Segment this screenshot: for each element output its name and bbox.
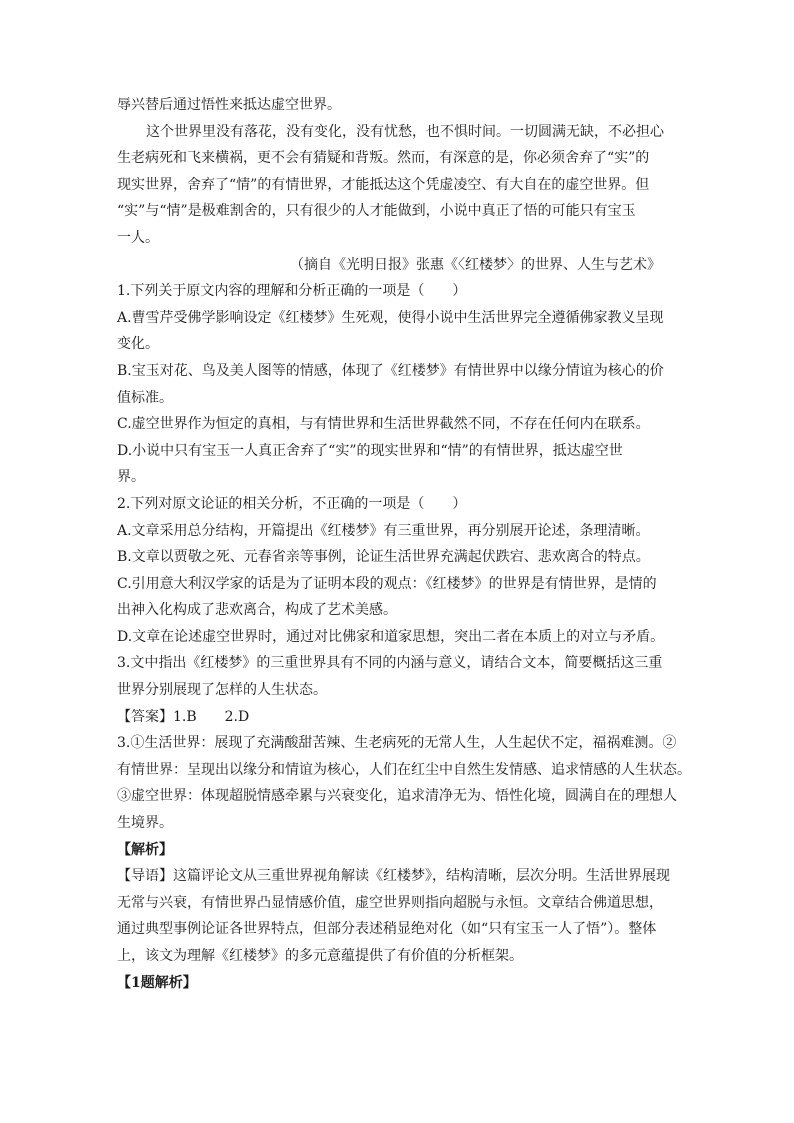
answer-3-text: 3.①生活世界：展现了充满酸甜苦辣、生老病死的无常人生，人生起伏不定，福祸难测。② [117, 735, 677, 752]
source-citation: （摘自《光明日报》张惠《〈红楼梦〉的世界、人生与艺术》 [290, 256, 661, 273]
question-3-stem: 3.文中指出《红楼梦》的三重世界具有不同的内涵与意义，请结合文本，简要概括这三重 [117, 655, 663, 672]
document-page [117, 92, 691, 996]
question-2-option-b: B.文章以贾敬之死、元春省亲等事例，论证生活世界充满起伏跌宕、悲欢离合的特点。 [117, 549, 650, 566]
question-2-option-a: A.文章采用总分结构，开篇提出《红楼梦》有三重世界，再分别展开论述，条理清晰。 [117, 522, 650, 539]
question-1-option-c: C.虚空世界作为恒定的真相，与有情世界和生活世界截然不同，不存在任何内在联系。 [117, 416, 650, 433]
question-2-option-c: C.引用意大利汉学家的话是为了证明本段的观点：《红楼梦》的世界是有情世界，是情的 [117, 575, 657, 592]
intro-text: 【导语】这篇评论文从三重世界视角解读《红楼梦》，结构清晰，层次分明。生活世界展现 [117, 868, 670, 885]
paragraph-line: 生老病死和飞来横祸，更不会有猜疑和背叛。然而，有深意的是，你必须舍弃了“实”的 [117, 150, 650, 167]
analysis-heading: 【解析】 [117, 841, 173, 858]
paragraph-line: 这个世界里没有落花，没有变化，没有忧愁，也不惧时间。一切圆满无缺，不必担心 [146, 123, 664, 140]
intro-text: 通过典型事例论证各世界特点，但部分表述稍显绝对化（如“只有宝玉一人了悟”）。整体 [117, 921, 657, 938]
question-1-option-b: 值标准。 [117, 389, 173, 406]
question-1-analysis-heading: 【1题解析】 [117, 974, 197, 991]
question-1-option-d: 界。 [117, 469, 145, 486]
question-1-option-a: A.曹雪芹受佛学影响设定《红楼梦》生死观，使得小说中生活世界完全遵循佛家教义呈现 [117, 309, 664, 326]
paragraph-line: “实”与“情”是极难割舍的，只有很少的人才能做到，小说中真正了悟的可能只有宝玉 [117, 203, 636, 220]
answer-heading: 【答案】1.B 2.D [117, 708, 250, 725]
answer-3-text: ③虚空世界：体现超脱情感牵累与兴衰变化，追求清净无为、悟性化境，圆满自在的理想人 [117, 788, 677, 805]
question-2-stem: 2.下列对原文论证的相关分析，不正确的一项是（ ） [117, 495, 467, 512]
question-1-stem: 1.下列关于原文内容的理解和分析正确的一项是（ ） [117, 283, 467, 300]
intro-text: 上，该文为理解《红楼梦》的多元意蕴提供了有价值的分析框架。 [117, 948, 523, 964]
paragraph-line: 一人。 [117, 229, 159, 246]
question-2-option-c: 出神入化构成了悲欢离合，构成了艺术美感。 [117, 602, 397, 619]
paragraph-line: 现实世界，舍弃了“情”的有情世界，才能抵达这个凭虚凌空、有大自在的虚空世界。但 [117, 176, 650, 193]
question-2-option-d: D.文章在论述虚空世界时，通过对比佛家和道家思想，突出二者在本质上的对立与矛盾。 [117, 628, 665, 645]
question-1-option-b: B.宝玉对花、鸟及美人图等的情感，体现了《红楼梦》有情世界中以缘分情谊为核心的价 [117, 362, 664, 379]
answer-3-text: 生境界。 [117, 815, 173, 832]
question-1-option-a: 变化。 [117, 336, 159, 353]
answer-3-text: 有情世界：呈现出以缘分和情谊为核心，人们在红尘中自然生发情感、追求情感的人生状态。 [117, 761, 691, 778]
intro-text: 无常与兴衰，有情世界凸显情感价值，虚空世界则指向超脱与永恒。文章结合佛道思想， [117, 894, 663, 911]
question-3-stem: 世界分别展现了怎样的人生状态。 [117, 682, 327, 699]
question-1-option-d: D.小说中只有宝玉一人真正舍弃了“实”的现实世界和“情”的有情世界，抵达虚空世 [117, 442, 623, 459]
paragraph-line: 辱兴替后通过悟性来抵达虚空世界。 [117, 97, 341, 113]
